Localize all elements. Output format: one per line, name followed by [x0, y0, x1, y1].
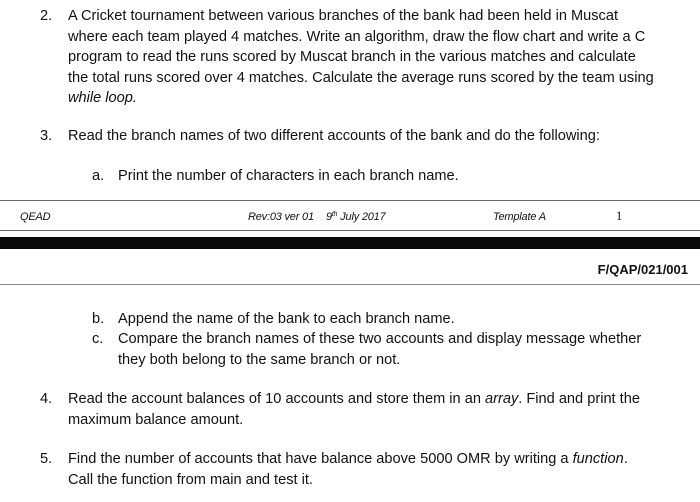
date-suffix: th	[331, 211, 338, 218]
question-number: 5.	[40, 451, 53, 467]
subquestion-c	[92, 329, 682, 370]
subquestion-label: c.	[92, 331, 104, 347]
question-4	[40, 389, 680, 430]
subquestion-label: b.	[92, 311, 105, 327]
question-number: 2.	[40, 8, 53, 24]
date-day: 9	[326, 211, 332, 223]
question-number: 4.	[40, 391, 53, 407]
subquestion-text	[118, 329, 682, 370]
question-text	[68, 6, 680, 109]
emphasis-text: array	[485, 391, 519, 407]
text-segment: Find the number of accounts that have balance above 5000 OMR by writing a	[68, 451, 573, 467]
page-break-band	[0, 237, 700, 249]
subquestion-label: a.	[92, 168, 105, 184]
question-text: Read the branch names of two different accounts of the bank and do the following:	[68, 128, 600, 144]
question-2	[40, 6, 680, 109]
emphasis-text: function	[572, 451, 624, 467]
subquestion-b	[92, 309, 682, 330]
question-text	[68, 389, 680, 430]
text-line: Compare the branch names of these two accounts and display message whether	[118, 331, 642, 347]
footer-revision: Rev:03 ver 01	[248, 211, 314, 223]
header-rule	[0, 284, 700, 285]
footer-dept: QEAD	[20, 211, 51, 223]
footer-date	[326, 211, 386, 223]
date-rest: July 2017	[337, 211, 386, 223]
question-text	[68, 449, 680, 490]
footer-bottom-rule	[0, 230, 700, 231]
text-line: maximum balance amount.	[68, 411, 244, 428]
emphasis-text: while loop.	[68, 90, 137, 106]
question-3	[40, 126, 680, 147]
subquestion-a	[92, 166, 682, 187]
text-segment: .	[623, 451, 628, 467]
text-segment: . Find and print the	[518, 391, 640, 407]
text-segment: Read the account balances of 10 accounts and store them in an	[68, 391, 486, 407]
footer-template: Template A	[493, 211, 546, 223]
document-code: F/QAP/021/001	[597, 262, 688, 277]
text-line: they both belong to the same branch or not.	[118, 351, 401, 368]
text-line: program to read the runs scored by Muscat branch in the various matches and calculate	[68, 49, 636, 65]
text-line: A Cricket tournament between various branches of the bank had been held in Muscat	[68, 8, 619, 24]
footer-top-rule	[0, 200, 700, 201]
text-line: where each team played 4 matches. Write an algorithm, draw the flow chart and write a C	[68, 28, 646, 45]
text-line: Call the function from main and test it.	[68, 471, 313, 488]
subquestion-text: Print the number of characters in each branch name.	[118, 168, 459, 184]
question-number: 3.	[40, 128, 53, 144]
text-line: the total runs scored over 4 matches. Calculate the average runs scored by the team using	[68, 69, 654, 86]
subquestion-text: Append the name of the bank to each branch name.	[118, 311, 455, 327]
question-5	[40, 449, 680, 490]
page-number: 1	[616, 209, 623, 223]
